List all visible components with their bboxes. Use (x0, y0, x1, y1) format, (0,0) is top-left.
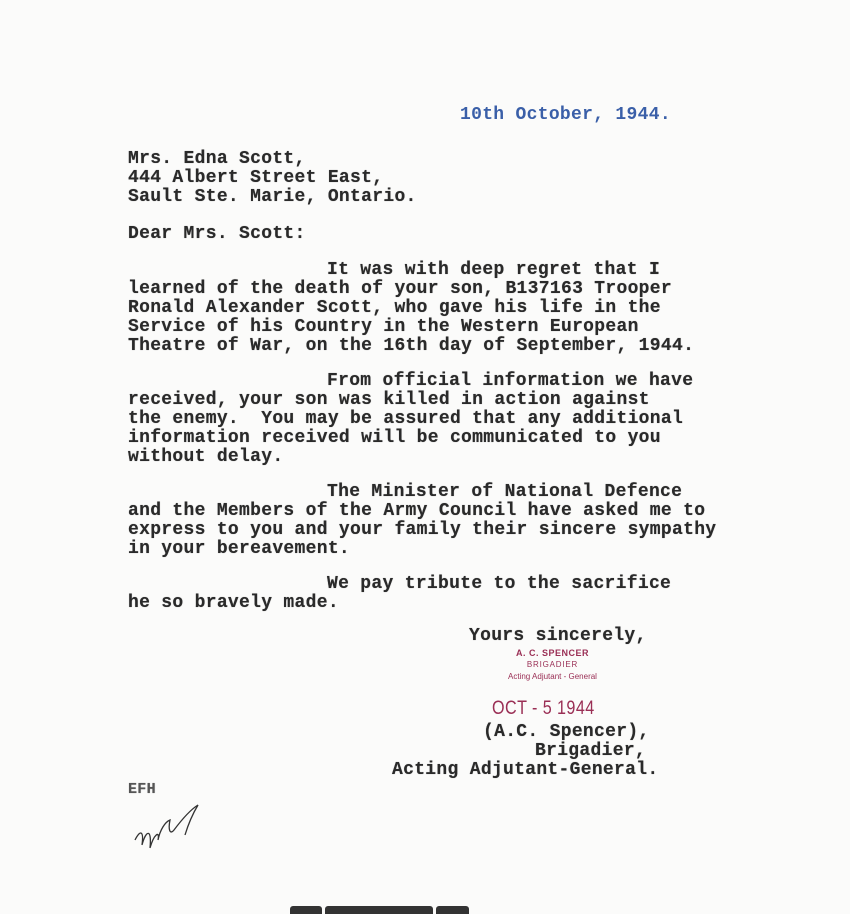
paragraph-line: Service of his Country in the Western European (128, 317, 639, 337)
paragraph-line: without delay. (128, 447, 284, 467)
handwritten-initials-icon (130, 800, 210, 860)
address-line: Mrs. Edna Scott, (128, 149, 306, 169)
letter-date: 10th October, 1944. (460, 105, 671, 125)
paragraph-line: and the Members of the Army Council have asked me to (128, 501, 706, 521)
stamp-rank: BRIGADIER (526, 660, 579, 669)
salutation: Dear Mrs. Scott: (128, 224, 306, 244)
stamp-name: A. C. SPENCER (515, 648, 589, 658)
paragraph-line: Theatre of War, on the 16th day of September, 1944. (128, 336, 695, 356)
viewer-toolbar-button[interactable] (325, 906, 433, 914)
typist-initials: EFH (128, 781, 156, 798)
paragraph-line: We pay tribute to the sacrifice (327, 574, 672, 594)
address-line: Sault Ste. Marie, Ontario. (128, 187, 417, 207)
paragraph-line: in your bereavement. (128, 539, 351, 559)
paragraph-line: he so bravely made. (128, 593, 339, 613)
paragraph-line: Ronald Alexander Scott, who gave his life in the (128, 298, 661, 318)
paragraph-line: information received will be communicated to you (128, 428, 661, 448)
address-line: 444 Albert Street East, (128, 168, 384, 188)
signature-rank: Brigadier, (535, 741, 647, 761)
signature-name: (A.C. Spencer), (483, 722, 650, 742)
stamp-title: Acting Adjutant - General (508, 672, 597, 681)
closing: Yours sincerely, (469, 626, 647, 646)
paragraph-line: the enemy. You may be assured that any additional (128, 409, 684, 429)
viewer-toolbar-button[interactable] (436, 906, 469, 914)
paragraph-line: learned of the death of your son, B137163 Trooper (128, 279, 672, 299)
stamp-date: OCT - 5 1944 (492, 698, 595, 719)
paragraph-line: From official information we have (327, 371, 694, 391)
paragraph-line: received, your son was killed in action against (128, 390, 650, 410)
viewer-toolbar-button[interactable] (290, 906, 322, 914)
signature-title: Acting Adjutant-General. (392, 760, 659, 780)
paragraph-line: express to you and your family their sincere sympathy (128, 520, 717, 540)
paragraph-line: It was with deep regret that I (327, 260, 661, 280)
paragraph-line: The Minister of National Defence (327, 482, 683, 502)
